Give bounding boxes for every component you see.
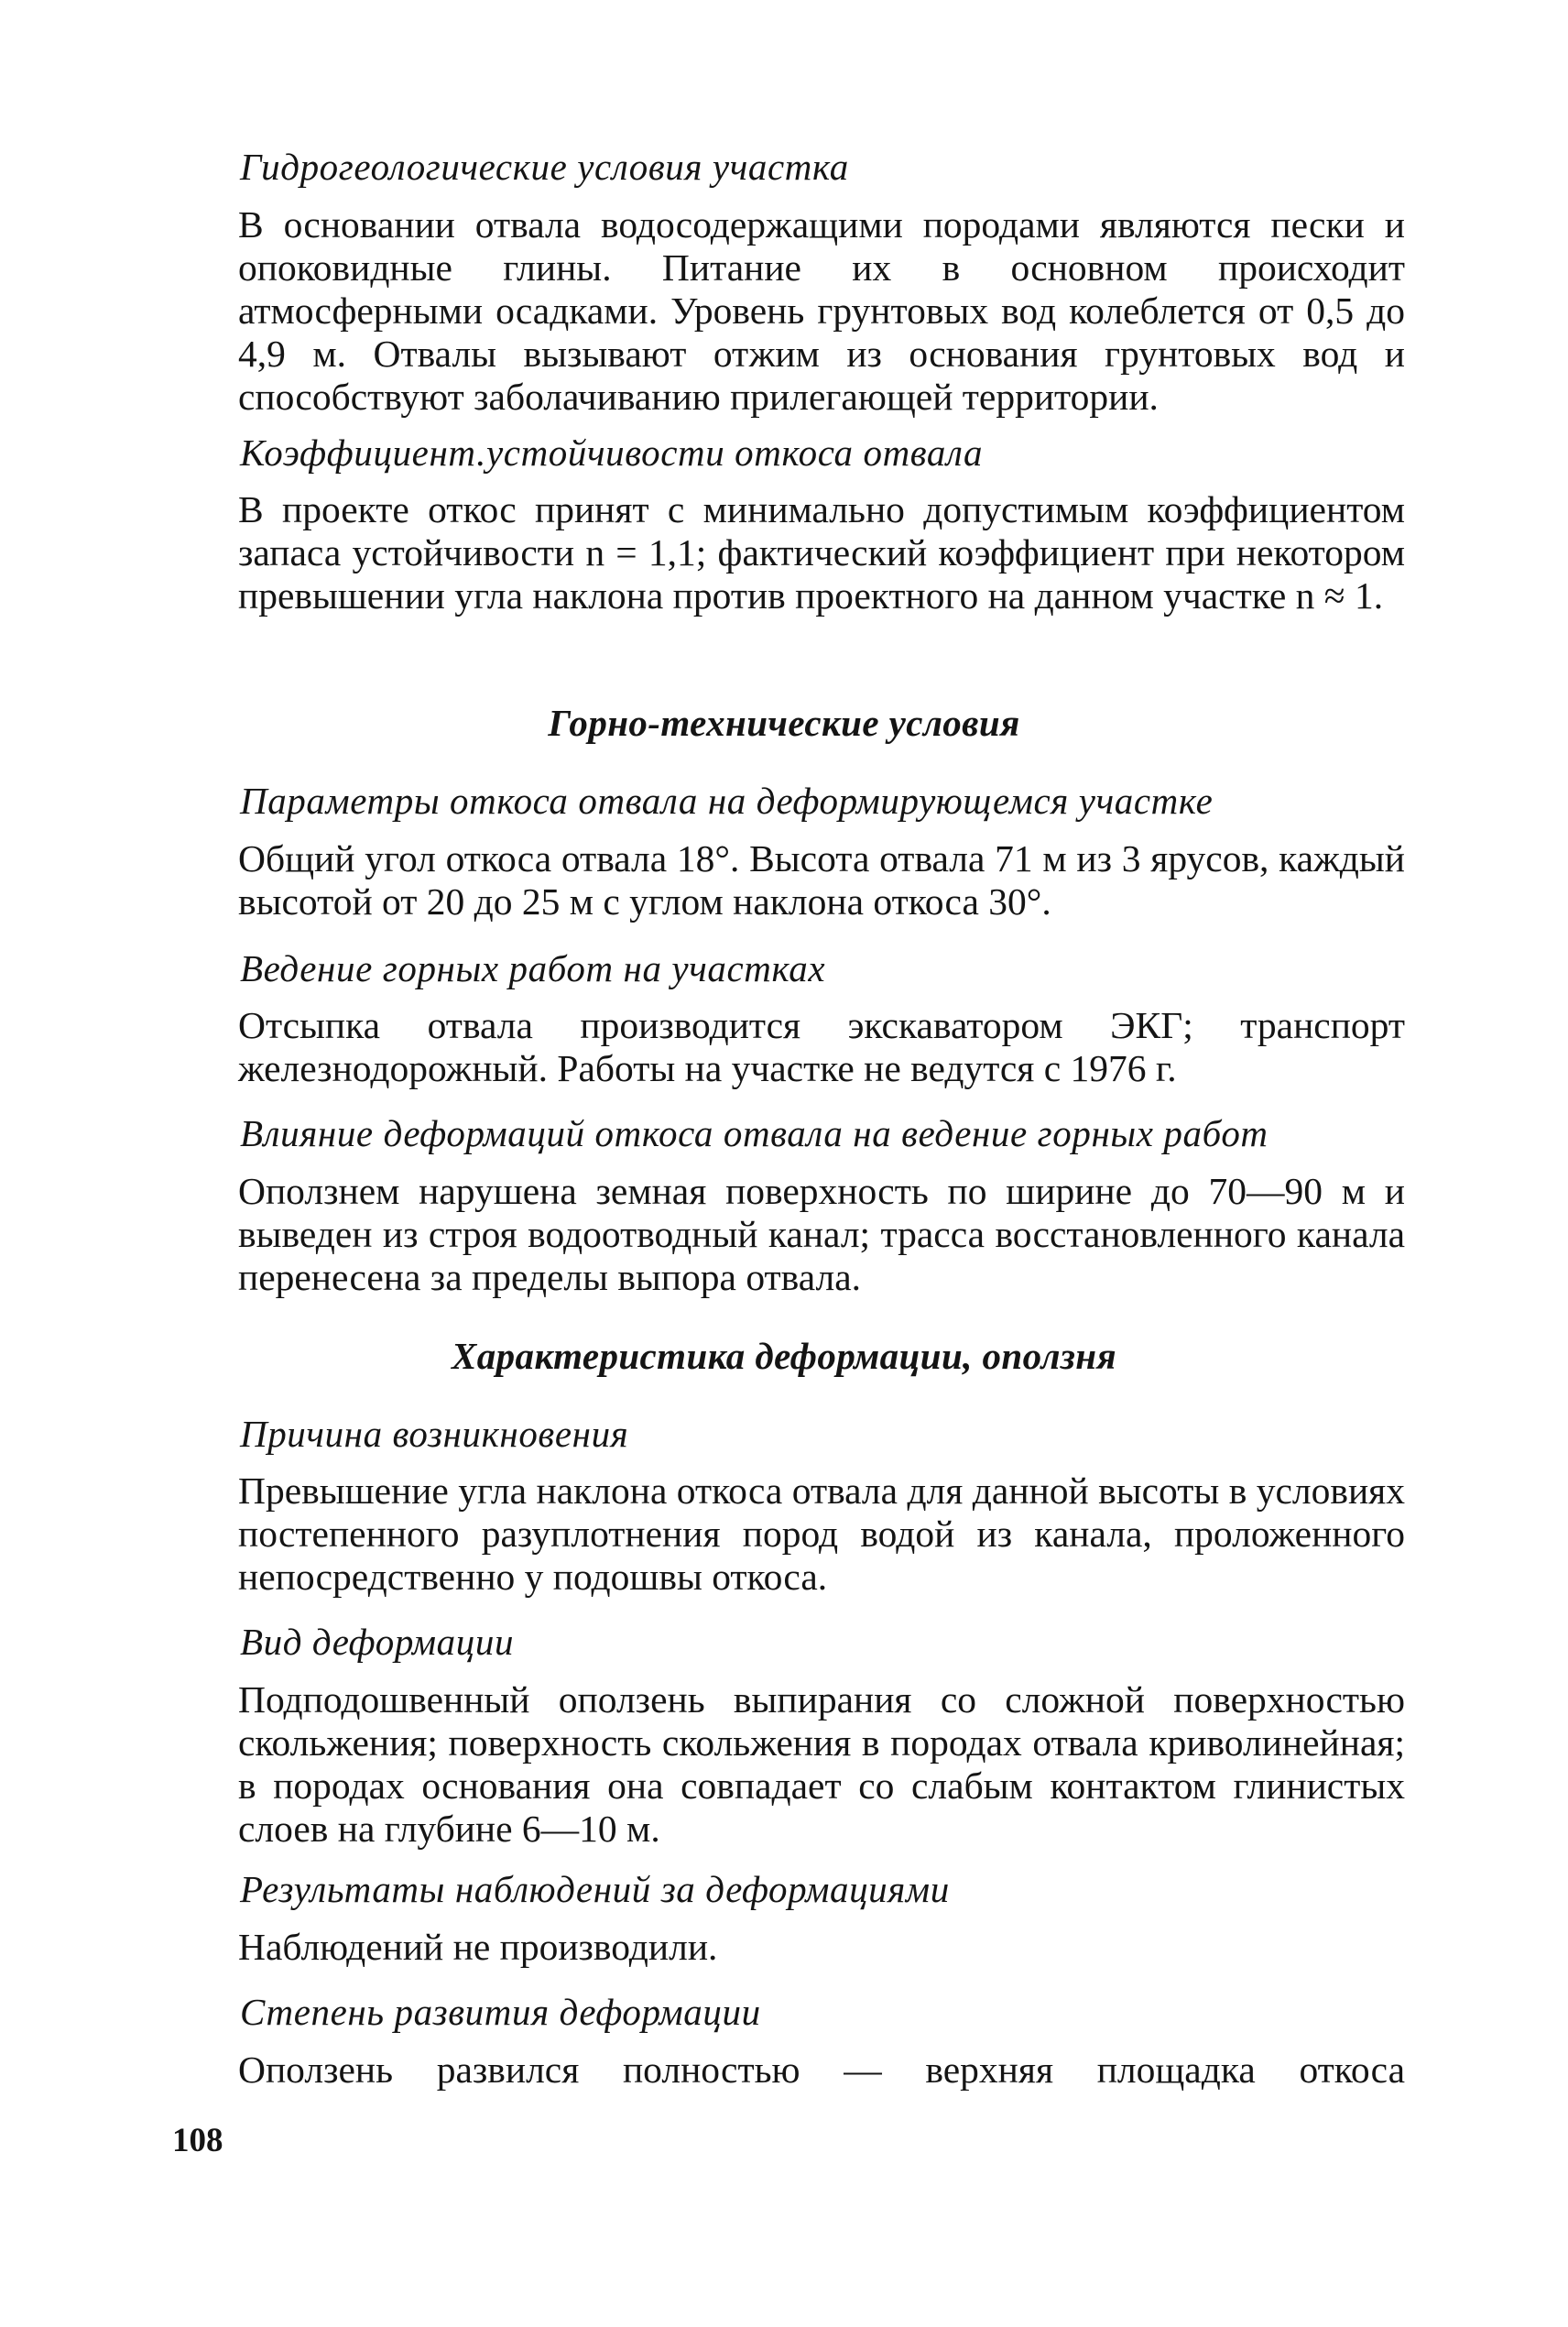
- paragraph-development-degree: Оползень развился полностью — верхняя площадка откоса: [238, 2048, 1405, 2091]
- page-number: 108: [172, 2122, 223, 2159]
- subheading-hydrogeology: Гидрогеологические условия участка: [240, 146, 849, 188]
- paragraph-slope-parameters: Общий угол откоса отвала 18°. Высота отвала 71 м из 3 ярусов, каждый высотой от 20 до 25 м с углом наклона откоса 30°.: [238, 837, 1405, 923]
- subheading-slope-parameters: Параметры откоса отвала на деформирующемся участке: [240, 780, 1214, 822]
- section-heading-mining-conditions: Горно-технические условия: [548, 702, 1020, 744]
- paragraph-observation-results: Наблюдений не производили.: [238, 1926, 718, 1968]
- paragraph-deformation-influence: Оползнем нарушена земная поверхность по ширине до 70—90 м и выведен из строя водоотводный канал; трасса восстановленного канала перенесена за пределы выпора отвала.: [238, 1170, 1405, 1298]
- subheading-mining-works: Ведение горных работ на участках: [240, 947, 826, 989]
- subheading-deformation-type: Вид деформации: [240, 1621, 515, 1663]
- paragraph-mining-works: Отсыпка отвала производится экскаватором ЭКГ; транспорт железнодорожный. Работы на участке не ведутся с 1976 г.: [238, 1004, 1405, 1089]
- subheading-observation-results: Результаты наблюдений за деформациями: [240, 1868, 950, 1910]
- paragraph-stability-coefficient: В проекте откос принят с минимально допустимым коэффициентом запаса устойчивости n = 1,1; фактический коэффициент при некотором превышении угла наклона против проектного на данном участке n ≈ 1.: [238, 488, 1405, 617]
- section-heading-landslide-characteristics: Характеристика деформации, оползня: [452, 1335, 1116, 1377]
- subheading-deformation-influence: Влияние деформаций откоса отвала на ведение горных работ: [240, 1112, 1269, 1154]
- paragraph-cause: Превышение угла наклона откоса отвала для данной высоты в условиях постепенного разуплотнения пород водой из канала, проложенного непосредственно у подошвы откоса.: [238, 1469, 1405, 1598]
- subheading-stability-coefficient: Коэффициент.устойчивости откоса отвала: [240, 432, 984, 474]
- subheading-cause: Причина возникновения: [240, 1413, 629, 1455]
- subheading-development-degree: Степень развития деформации: [240, 1991, 761, 2033]
- paragraph-hydrogeology: В основании отвала водосодержащими породами являются пески и опоковидные глины. Питание их в основном происходит атмосферными осадками. Уровень грунтовых вод колеблется от 0,5 до 4,9 м. Отвалы вызывают отжим из основания грунтовых вод и способствуют заболачиванию прилегающей территории.: [238, 203, 1405, 418]
- paragraph-deformation-type: Подподошвенный оползень выпирания со сложной поверхностью скольжения; поверхность скольжения в породах отвала криволинейная; в породах основания она совпадает со слабым контактом глинистых слоев на глубине 6—10 м.: [238, 1678, 1405, 1850]
